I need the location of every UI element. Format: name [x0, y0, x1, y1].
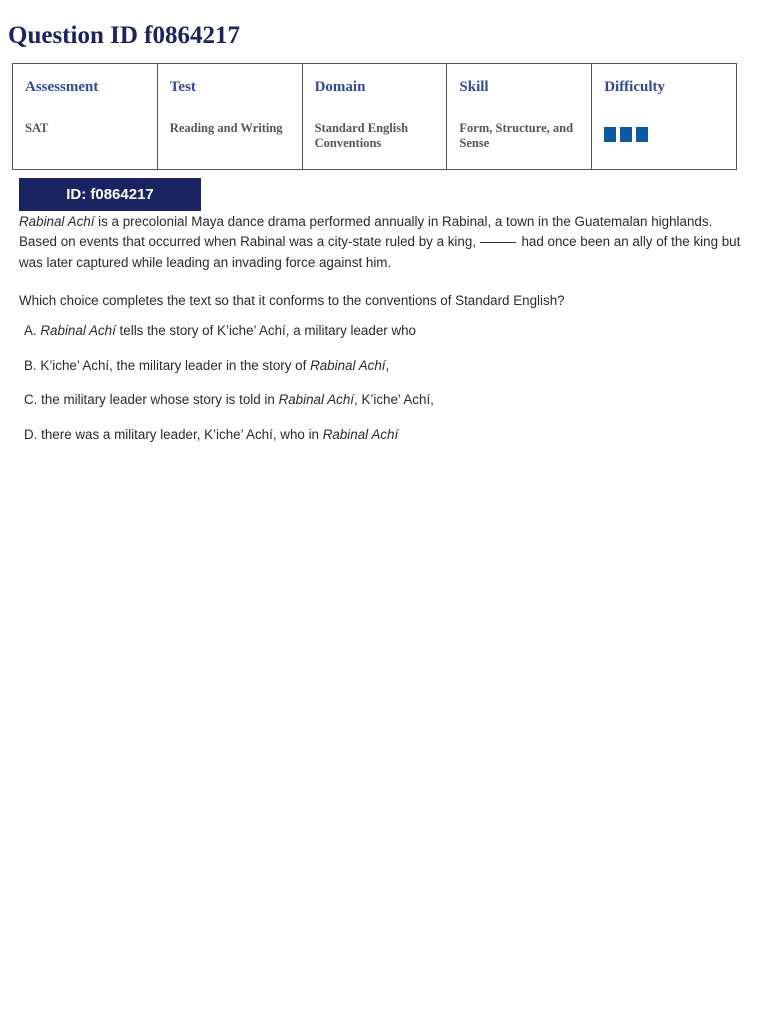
- answer-choice-c[interactable]: [24, 390, 741, 410]
- passage-text: [19, 212, 741, 273]
- question-metadata-table: [12, 63, 737, 170]
- difficulty-cell: [592, 64, 737, 170]
- choice-text: there was a military leader, K’iche’ Achí, who in: [41, 427, 323, 442]
- choice-italic-text: Rabinal Achí: [278, 392, 354, 407]
- domain-cell: [302, 64, 447, 170]
- assessment-cell: [13, 64, 158, 170]
- choice-italic-text: Rabinal Achí: [40, 323, 116, 338]
- choice-text: ,: [385, 358, 390, 373]
- choice-text: , K’iche’ Achí,: [354, 392, 434, 407]
- answer-choice-a[interactable]: [24, 321, 741, 341]
- difficulty-indicator: [604, 127, 730, 142]
- skill-value: Form, Structure, and Sense: [459, 121, 574, 150]
- skill-header: Skill: [459, 79, 489, 95]
- difficulty-bar: [604, 127, 616, 142]
- choice-text: K’iche’ Achí, the military leader in the story of: [40, 358, 311, 373]
- domain-header: Domain: [314, 79, 366, 95]
- page-title: Question ID f0864217: [8, 22, 240, 49]
- choice-italic-text: Rabinal Achí: [310, 358, 386, 373]
- passage-work-title: Rabinal Achí: [19, 214, 95, 229]
- test-cell: [157, 64, 302, 170]
- choice-text: tells the story of K’iche’ Achí, a military leader who: [115, 323, 417, 338]
- difficulty-header: Difficulty: [604, 79, 666, 95]
- choice-text: the military leader whose story is told in: [41, 392, 279, 407]
- choice-italic-text: Rabinal Achí: [322, 427, 399, 442]
- choice-letter: A.: [24, 323, 37, 338]
- answer-choice-d[interactable]: [24, 425, 741, 445]
- choice-letter: C.: [24, 392, 38, 407]
- answer-blank: [480, 241, 516, 243]
- difficulty-bar: [620, 127, 632, 142]
- answer-choice-b[interactable]: [24, 356, 741, 376]
- question-prompt: Which choice completes the text so that it conforms to the conventions of Standard English?: [19, 293, 565, 308]
- test-header: Test: [169, 79, 196, 95]
- question-id-banner: ID: f0864217: [19, 178, 201, 211]
- assessment-header: Assessment: [25, 79, 99, 95]
- skill-cell: [447, 64, 592, 170]
- difficulty-bar: [636, 127, 648, 142]
- choice-letter: D.: [24, 427, 38, 442]
- passage-text-part-1: is a precolonial Maya dance drama performed annually in Rabinal, a town in the Guatemalan highlands. Based on events that occurred when Rabinal was a city-state ruled by a king,: [19, 214, 713, 250]
- choice-letter: B.: [24, 358, 37, 373]
- domain-value: Standard English Conventions: [314, 121, 409, 150]
- assessment-value: SAT: [25, 121, 49, 135]
- passage-text-part-2: had once been an ally of the king but was later captured while leading an invading force against him.: [19, 234, 741, 270]
- test-value: Reading and Writing: [169, 121, 283, 135]
